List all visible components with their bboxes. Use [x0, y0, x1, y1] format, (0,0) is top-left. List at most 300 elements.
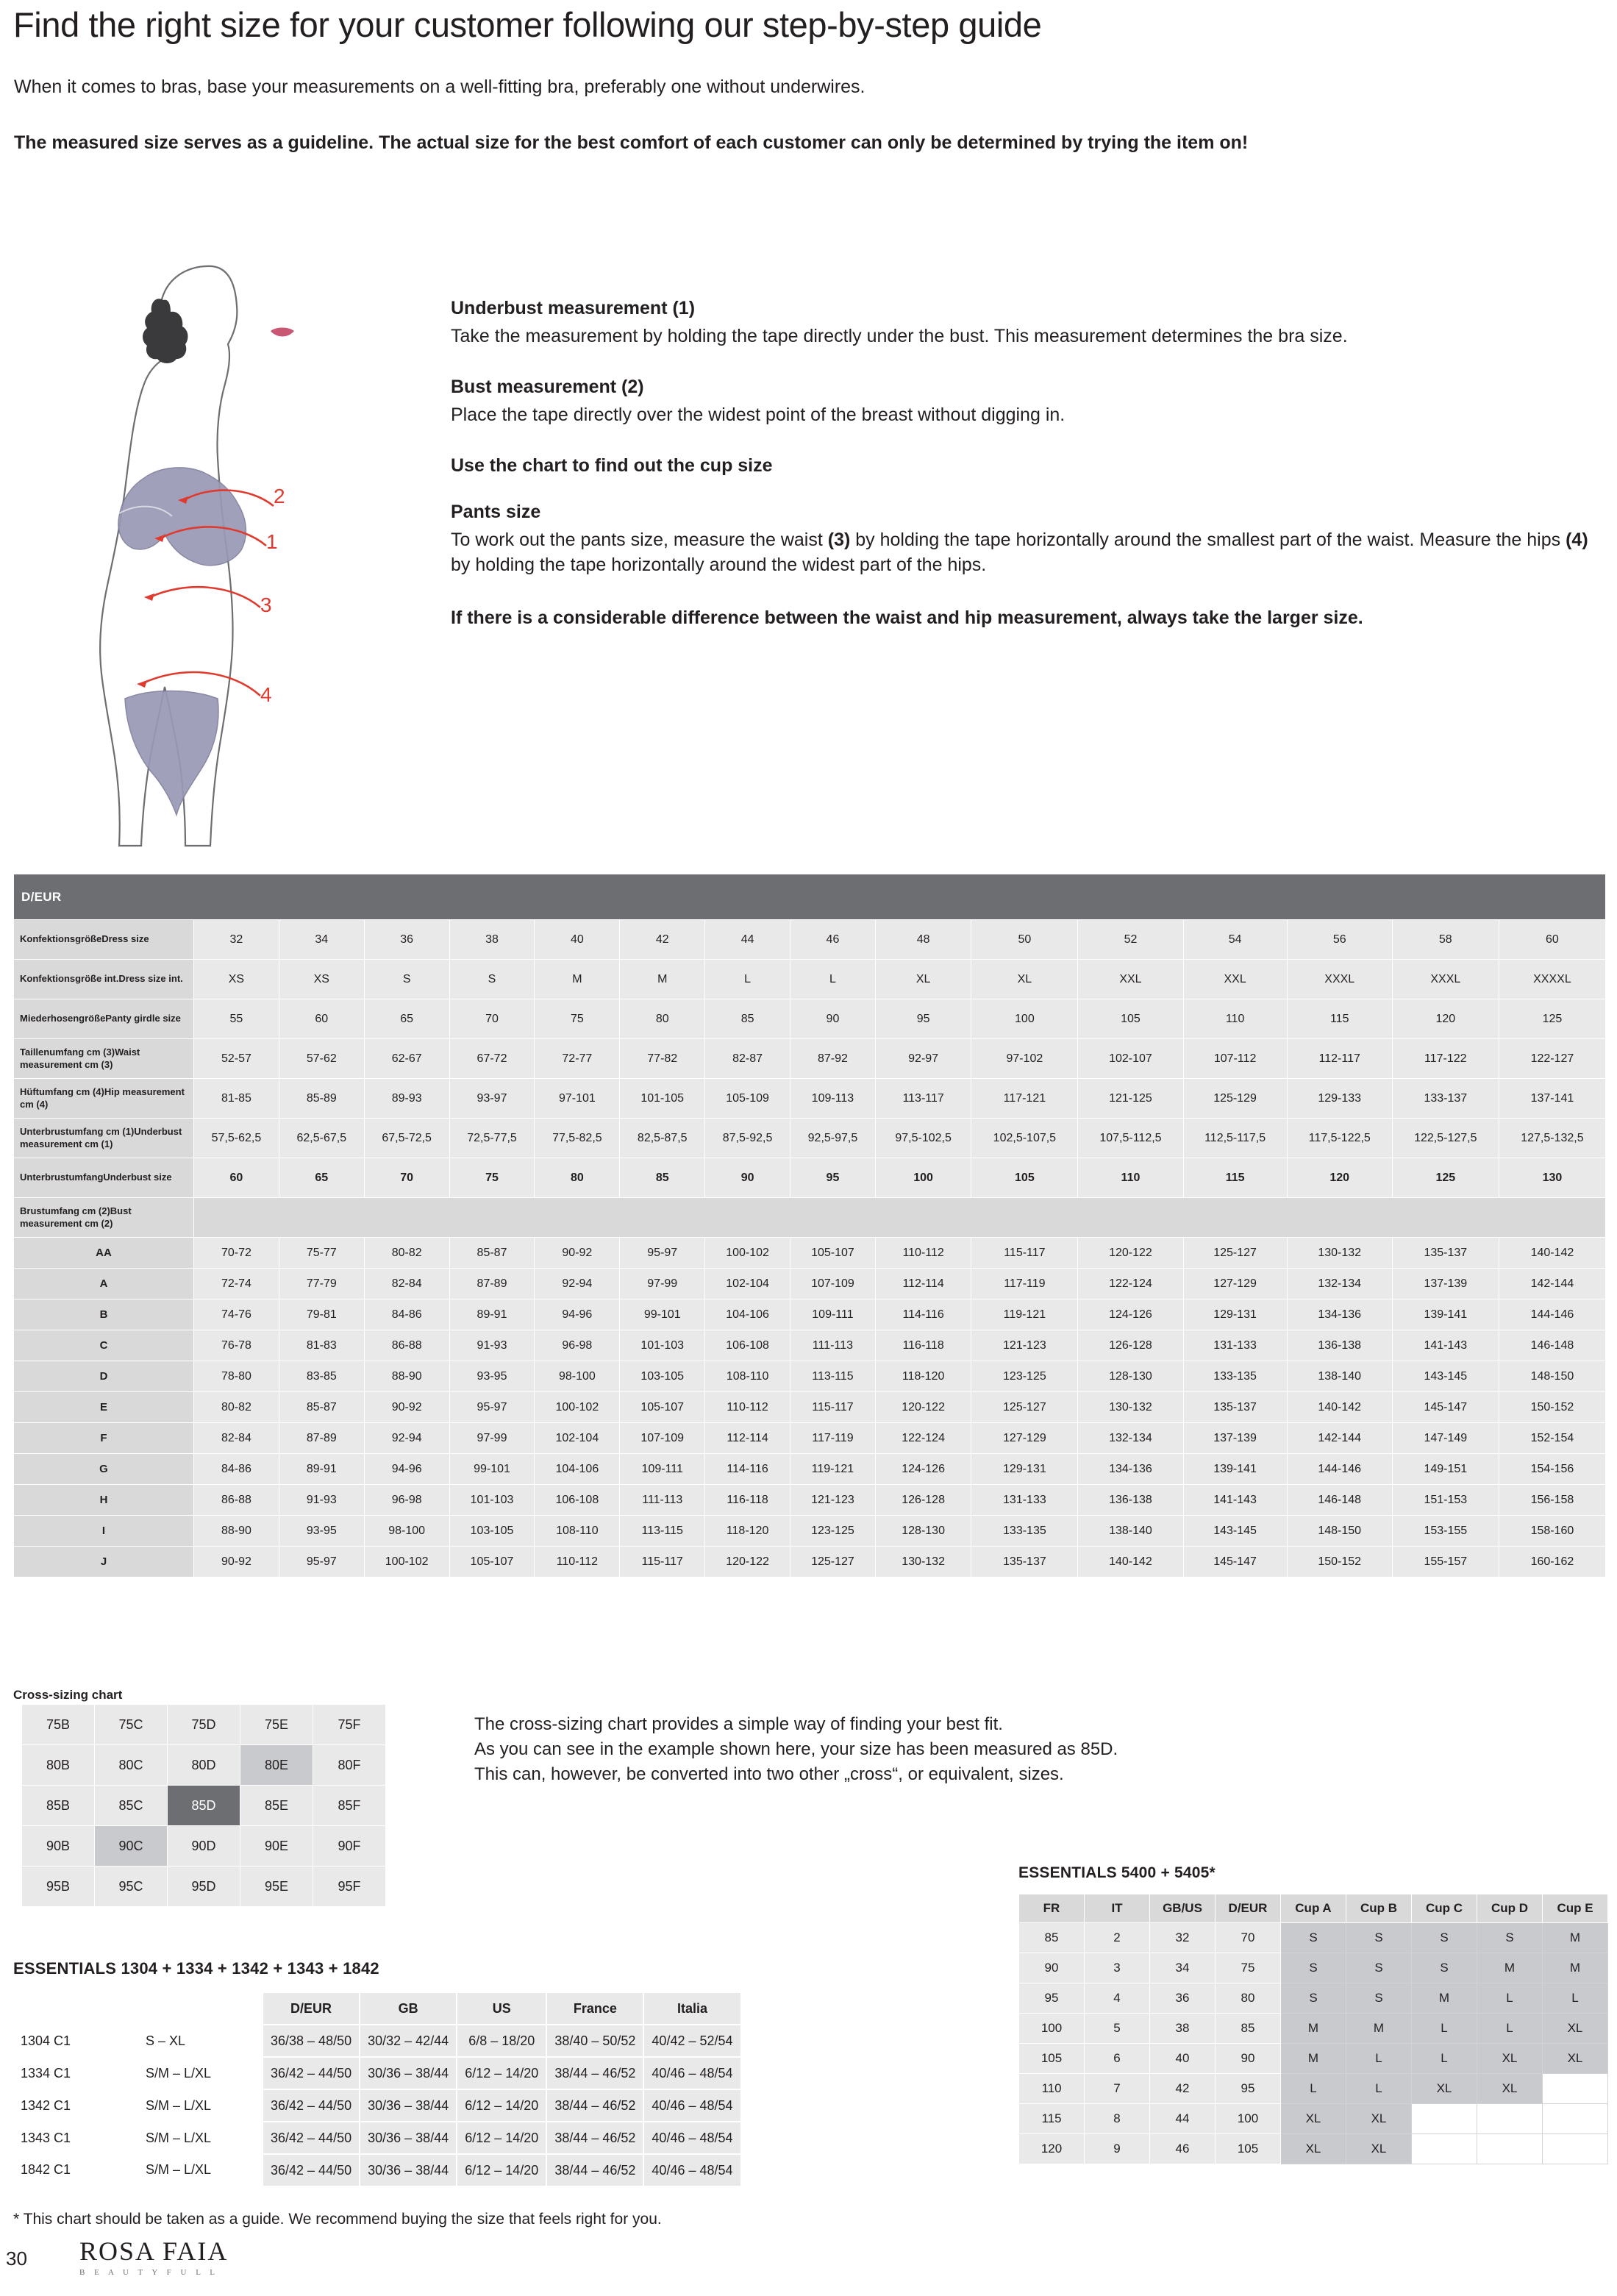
- table-cell: 117-119: [971, 1269, 1078, 1299]
- essentials-cell: 6/12 – 14/20: [457, 2154, 546, 2186]
- essentials-5400-cup-cell: S: [1281, 1953, 1346, 1983]
- table-cell: 91-93: [449, 1330, 535, 1361]
- essentials-5400-size-cell: 4: [1085, 1983, 1150, 2014]
- cup-row: [14, 1392, 1606, 1423]
- table-cell: 147-149: [1392, 1423, 1499, 1454]
- essentials-5400-title: ESSENTIALS 5400 + 5405*: [1018, 1864, 1216, 1881]
- cross-sizing-cell[interactable]: 75B: [22, 1705, 95, 1745]
- essentials-5400-cup-cell: [1477, 2104, 1543, 2134]
- table-cell: 87-89: [279, 1423, 364, 1454]
- cross-sizing-cell[interactable]: 75C: [95, 1705, 168, 1745]
- table-cell: 110: [1183, 999, 1287, 1039]
- cross-sizing-row: [22, 1745, 386, 1786]
- essentials-5400-cup-cell: XL: [1477, 2074, 1543, 2104]
- essentials-5400-cup-cell: L: [1346, 2044, 1412, 2074]
- table-cell: 141-143: [1392, 1330, 1499, 1361]
- table-cell: 120-122: [705, 1547, 790, 1577]
- essentials-5400-cup-cell: [1412, 2104, 1477, 2134]
- table-cell: 140-142: [1499, 1238, 1605, 1269]
- essentials-style: 1342 C1: [21, 2097, 71, 2113]
- table-cell: 122,5-127,5: [1392, 1119, 1499, 1158]
- table-cell: 102-107: [1078, 1039, 1183, 1079]
- table-cell: 146-148: [1287, 1485, 1392, 1516]
- essentials-5400-size-cell: 6: [1085, 2044, 1150, 2074]
- table-cell: 81-83: [279, 1330, 364, 1361]
- table-cell: 100: [971, 999, 1078, 1039]
- essentials-5400-cup-cell: XL: [1543, 2014, 1608, 2044]
- essentials-cell: 30/36 – 38/44: [360, 2154, 457, 2186]
- essentials-row: [13, 2057, 741, 2089]
- pants-text-2: by holding the tape horizontally around the smallest part of the waist. Measure the hips: [850, 530, 1566, 550]
- table-cell: XXXL: [1392, 960, 1499, 999]
- table-cell: 34: [279, 920, 364, 960]
- table-cell: 52-57: [194, 1039, 279, 1079]
- table-cell: 77-79: [279, 1269, 364, 1299]
- table-cell: 118-120: [875, 1361, 971, 1392]
- table-cell: 86-88: [194, 1485, 279, 1516]
- table-cell: 77,5-82,5: [535, 1119, 620, 1158]
- table-cell: 96-98: [364, 1485, 449, 1516]
- table-cell: 149-151: [1392, 1454, 1499, 1485]
- essentials-5400-size-cell: 90: [1019, 1953, 1085, 1983]
- table-cell: 128-130: [875, 1516, 971, 1547]
- table-cell: 156-158: [1499, 1485, 1605, 1516]
- essentials-5400-cup-cell: M: [1281, 2014, 1346, 2044]
- cup-label: B: [14, 1299, 194, 1330]
- cross-sizing-cell[interactable]: 95D: [168, 1867, 240, 1907]
- table-cell: 142-144: [1287, 1423, 1392, 1454]
- table-cell: 90: [705, 1158, 790, 1198]
- cup-label: A: [14, 1269, 194, 1299]
- table-cell: 148-150: [1499, 1361, 1605, 1392]
- table-cell: 48: [875, 920, 971, 960]
- essentials-5400-cup-cell: [1477, 2134, 1543, 2164]
- table-cell: XXL: [1183, 960, 1287, 999]
- essentials-5400-size-cell: 105: [1216, 2134, 1281, 2164]
- table-cell: 116-118: [875, 1330, 971, 1361]
- cup-row: [14, 1547, 1606, 1577]
- table-cell: 140-142: [1287, 1392, 1392, 1423]
- cross-sizing-cell[interactable]: 75D: [168, 1705, 240, 1745]
- essentials-5400-cup-cell: S: [1346, 1983, 1412, 2014]
- table-cell: 130: [1499, 1158, 1605, 1198]
- table-cell: 103-105: [620, 1361, 705, 1392]
- table-cell: 74-76: [194, 1299, 279, 1330]
- table-cell: 76-78: [194, 1330, 279, 1361]
- table-cell: 85-87: [279, 1392, 364, 1423]
- row-label: KonfektionsgrößeDress size: [14, 920, 194, 960]
- table-cell: 88-90: [364, 1361, 449, 1392]
- table-cell: 125: [1499, 999, 1605, 1039]
- table-cell: 141-143: [1183, 1485, 1287, 1516]
- essentials-cell: 36/42 – 44/50: [263, 2089, 360, 2122]
- cross-sizing-cell[interactable]: 95F: [313, 1867, 386, 1907]
- page-bold-note: The measured size serves as a guideline. The actual size for the best comfort of each customer can only be determined by trying the item on!: [14, 132, 1249, 153]
- table-cell: 120: [1392, 999, 1499, 1039]
- table-cell: 111-113: [620, 1485, 705, 1516]
- cup-label: F: [14, 1423, 194, 1454]
- essentials-cell: 38/40 – 50/52: [546, 2025, 643, 2057]
- cross-sizing-cell[interactable]: 85B: [22, 1786, 95, 1826]
- table-cell: 80-82: [364, 1238, 449, 1269]
- table-cell: 101-105: [620, 1079, 705, 1119]
- essentials-5400-column-header: Cup A: [1281, 1894, 1346, 1923]
- cross-sizing-cell[interactable]: 80C: [95, 1745, 168, 1786]
- table-cell: 106-108: [705, 1330, 790, 1361]
- table-cell: 92,5-97,5: [790, 1119, 876, 1158]
- essentials-cell: 30/32 – 42/44: [360, 2025, 457, 2057]
- essentials-5400-cup-cell: M: [1543, 1953, 1608, 1983]
- table-cell: 104-106: [535, 1454, 620, 1485]
- table-cell: 89-91: [449, 1299, 535, 1330]
- brand-logo: [79, 2236, 228, 2277]
- table-cell: 80: [535, 1158, 620, 1198]
- cup-label: G: [14, 1454, 194, 1485]
- chart-title: Use the chart to find out the cup size: [451, 455, 773, 476]
- table-cell: 127-129: [1183, 1269, 1287, 1299]
- cross-sizing-cell[interactable]: 80B: [22, 1745, 95, 1786]
- cross-sizing-cell[interactable]: 75F: [313, 1705, 386, 1745]
- table-cell: 153-155: [1392, 1516, 1499, 1547]
- essentials-5400-column-header: FR: [1019, 1894, 1085, 1923]
- table-cell: 130-132: [1287, 1238, 1392, 1269]
- table-cell: 113-115: [790, 1361, 876, 1392]
- essentials-5400-size-cell: 85: [1216, 2014, 1281, 2044]
- table-cell: 95: [875, 999, 971, 1039]
- essentials-5400-cup-cell: S: [1281, 1983, 1346, 2014]
- table-cell: 117-122: [1392, 1039, 1499, 1079]
- essentials-1304-table: [13, 1993, 742, 2186]
- table-cell: M: [620, 960, 705, 999]
- table-cell: 70-72: [194, 1238, 279, 1269]
- essentials-5400-cup-cell: XL: [1346, 2134, 1412, 2164]
- table-cell: 60: [1499, 920, 1605, 960]
- essentials-row: [13, 2025, 741, 2057]
- table-cell: 160-162: [1499, 1547, 1605, 1577]
- table-cell: 135-137: [1183, 1392, 1287, 1423]
- essentials-5400-row: [1019, 1923, 1608, 1953]
- essentials-5400-size-cell: 7: [1085, 2074, 1150, 2104]
- essentials-size-range: S/M – L/XL: [146, 2162, 212, 2177]
- essentials-5400-cup-cell: S: [1412, 1923, 1477, 1953]
- essentials-cell: 6/12 – 14/20: [457, 2122, 546, 2154]
- cup-label: D: [14, 1361, 194, 1392]
- essentials-5400-size-cell: 5: [1085, 2014, 1150, 2044]
- table-cell: 113-115: [620, 1516, 705, 1547]
- figure-label-1: 1: [266, 530, 278, 553]
- essentials-5400-size-cell: 95: [1216, 2074, 1281, 2104]
- essentials-5400-column-header: Cup C: [1412, 1894, 1477, 1923]
- table-cell: 104-106: [705, 1299, 790, 1330]
- essentials-cell: 40/46 – 48/54: [643, 2154, 740, 2186]
- cross-sizing-cell[interactable]: 95B: [22, 1867, 95, 1907]
- table-cell: 158-160: [1499, 1516, 1605, 1547]
- table-cell: 145-147: [1392, 1392, 1499, 1423]
- table-cell: 101-103: [620, 1330, 705, 1361]
- cross-sizing-row: [22, 1826, 386, 1867]
- table-cell: 87-92: [790, 1039, 876, 1079]
- table-cell: 107-109: [620, 1423, 705, 1454]
- essentials-5400-column-header: D/EUR: [1216, 1894, 1281, 1923]
- essentials-5400-column-header: IT: [1085, 1894, 1150, 1923]
- essentials-5400-row: [1019, 2134, 1608, 2164]
- essentials-column-header: GB: [360, 1993, 457, 2025]
- essentials-5400-cup-cell: M: [1477, 1953, 1543, 1983]
- table-cell: 127-129: [971, 1423, 1078, 1454]
- table-cell: 105: [1078, 999, 1183, 1039]
- table-cell: 46: [790, 920, 876, 960]
- table-cell: 94-96: [535, 1299, 620, 1330]
- table-cell: 121-125: [1078, 1079, 1183, 1119]
- cross-sizing-row: [22, 1786, 386, 1826]
- cross-sizing-text-line-2: As you can see in the example shown here, your size has been measured as 85D.: [474, 1739, 1118, 1760]
- table-cell: 137-141: [1499, 1079, 1605, 1119]
- table-cell: 105-109: [705, 1079, 790, 1119]
- essentials-5400-column-header: Cup B: [1346, 1894, 1412, 1923]
- cross-sizing-cell[interactable]: 80F: [313, 1745, 386, 1786]
- cross-sizing-text: [474, 1712, 1118, 1787]
- table-cell: 120: [1287, 1158, 1392, 1198]
- essentials-5400-column-header: GB/US: [1150, 1894, 1216, 1923]
- table-cell: 110-112: [705, 1392, 790, 1423]
- table-cell: 44: [705, 920, 790, 960]
- table-cell: 124-126: [1078, 1299, 1183, 1330]
- cross-sizing-cell[interactable]: 90B: [22, 1826, 95, 1867]
- final-note: If there is a considerable difference between the waist and hip measurement, always take the larger size.: [451, 607, 1363, 628]
- bust-band-row: [14, 1198, 1606, 1238]
- table-cell: 120-122: [1078, 1238, 1183, 1269]
- cross-sizing-cell[interactable]: 75E: [240, 1705, 313, 1745]
- cup-row: [14, 1423, 1606, 1454]
- cup-label: H: [14, 1485, 194, 1516]
- table-row: [14, 960, 1606, 999]
- table-cell: 103-105: [449, 1516, 535, 1547]
- table-cell: 97-99: [449, 1423, 535, 1454]
- cup-row: [14, 1330, 1606, 1361]
- table-cell: XXXL: [1287, 960, 1392, 999]
- cup-row: [14, 1299, 1606, 1330]
- table-cell: 97,5-102,5: [875, 1119, 971, 1158]
- table-cell: 107-112: [1183, 1039, 1287, 1079]
- table-cell: 82,5-87,5: [620, 1119, 705, 1158]
- table-row: [14, 920, 1606, 960]
- table-cell: 121-123: [790, 1485, 876, 1516]
- table-cell: 93-95: [449, 1361, 535, 1392]
- essentials-footnote: * This chart should be taken as a guide. We recommend buying the size that feels right for you.: [13, 2211, 662, 2228]
- table-cell: 87-89: [449, 1269, 535, 1299]
- essentials-5400-size-cell: 100: [1216, 2104, 1281, 2134]
- figure-label-3: 3: [260, 593, 272, 616]
- pants-title: Pants size: [451, 502, 541, 522]
- essentials-cell: 38/44 – 46/52: [546, 2154, 643, 2186]
- essentials-cell: 36/42 – 44/50: [263, 2122, 360, 2154]
- cross-sizing-cell[interactable]: 95C: [95, 1867, 168, 1907]
- essentials-style: 1334 C1: [21, 2065, 71, 2081]
- table-cell: 146-148: [1499, 1330, 1605, 1361]
- brand-tagline: B E A U T Y F U L L: [79, 2268, 219, 2277]
- table-cell: 124-126: [875, 1454, 971, 1485]
- figure-label-4: 4: [260, 683, 272, 706]
- row-label: UnterbrustumfangUnderbust size: [14, 1158, 194, 1198]
- table-cell: 125-129: [1183, 1079, 1287, 1119]
- cross-sizing-cell[interactable]: 80D: [168, 1745, 240, 1786]
- table-cell: 112,5-117,5: [1183, 1119, 1287, 1158]
- cross-sizing-cell[interactable]: 80E: [240, 1745, 313, 1786]
- cup-row: [14, 1485, 1606, 1516]
- table-cell: 57,5-62,5: [194, 1119, 279, 1158]
- cross-sizing-cell[interactable]: 90F: [313, 1826, 386, 1867]
- table-cell: 106-108: [535, 1485, 620, 1516]
- table-cell: 130-132: [1078, 1392, 1183, 1423]
- table-cell: 126-128: [1078, 1330, 1183, 1361]
- table-cell: 138-140: [1287, 1361, 1392, 1392]
- cross-sizing-cell[interactable]: 95E: [240, 1867, 313, 1907]
- table-cell: 122-124: [1078, 1269, 1183, 1299]
- cup-row: [14, 1516, 1606, 1547]
- table-cell: 110: [1078, 1158, 1183, 1198]
- essentials-cell: 38/44 – 46/52: [546, 2122, 643, 2154]
- table-cell: 125-127: [971, 1392, 1078, 1423]
- table-cell: 115-117: [790, 1392, 876, 1423]
- table-cell: 131-133: [971, 1485, 1078, 1516]
- table-cell: 97-102: [971, 1039, 1078, 1079]
- essentials-5400-row: [1019, 1953, 1608, 1983]
- cross-sizing-cell[interactable]: 85D: [168, 1786, 240, 1826]
- essentials-column-header: Italia: [643, 1993, 740, 2025]
- table-cell: 128-130: [1078, 1361, 1183, 1392]
- table-cell: 139-141: [1392, 1299, 1499, 1330]
- table-cell: 92-94: [364, 1423, 449, 1454]
- table-cell: XXXXL: [1499, 960, 1605, 999]
- table-cell: XL: [875, 960, 971, 999]
- table-cell: 95-97: [620, 1238, 705, 1269]
- underbust-block: [451, 298, 1598, 349]
- table-cell: 92-94: [535, 1269, 620, 1299]
- table-cell: 93-95: [279, 1516, 364, 1547]
- cross-sizing-table: [22, 1705, 386, 1907]
- table-cell: 102-104: [535, 1423, 620, 1454]
- table-cell: L: [705, 960, 790, 999]
- table-cell: 100-102: [364, 1547, 449, 1577]
- chart-block: [451, 455, 1598, 477]
- table-cell: 105-107: [449, 1547, 535, 1577]
- cross-sizing-cell[interactable]: 90E: [240, 1826, 313, 1867]
- table-cell: 112-117: [1287, 1039, 1392, 1079]
- essentials-5400-cup-cell: S: [1477, 1923, 1543, 1953]
- table-cell: 84-86: [364, 1299, 449, 1330]
- table-cell: 135-137: [1392, 1238, 1499, 1269]
- essentials-5400-size-cell: 36: [1150, 1983, 1216, 2014]
- essentials-5400-cup-cell: L: [1477, 1983, 1543, 2014]
- pants-text: [451, 527, 1598, 577]
- table-cell: 110-112: [875, 1238, 971, 1269]
- essentials-5400-size-cell: 2: [1085, 1923, 1150, 1953]
- table-cell: 52: [1078, 920, 1183, 960]
- table-cell: 60: [279, 999, 364, 1039]
- essentials-5400-cup-cell: [1543, 2074, 1608, 2104]
- table-cell: 96-98: [535, 1330, 620, 1361]
- essentials-5400-cup-cell: S: [1346, 1953, 1412, 1983]
- table-cell: 133-135: [971, 1516, 1078, 1547]
- table-cell: 112-114: [875, 1269, 971, 1299]
- table-cell: 85: [620, 1158, 705, 1198]
- table-row: [14, 1119, 1606, 1158]
- table-cell: 107-109: [790, 1269, 876, 1299]
- table-cell: 58: [1392, 920, 1499, 960]
- essentials-cell: 36/38 – 48/50: [263, 2025, 360, 2057]
- essentials-5400-size-cell: 40: [1150, 2044, 1216, 2074]
- table-cell: 90: [790, 999, 876, 1039]
- pants-ref-3: (3): [827, 530, 851, 550]
- table-cell: 155-157: [1392, 1547, 1499, 1577]
- table-cell: 87,5-92,5: [705, 1119, 790, 1158]
- table-cell: 125: [1392, 1158, 1499, 1198]
- cup-row: [14, 1361, 1606, 1392]
- cross-sizing-cell[interactable]: 85F: [313, 1786, 386, 1826]
- table-cell: XL: [971, 960, 1078, 999]
- table-cell: 42: [620, 920, 705, 960]
- essentials-5400-cup-cell: M: [1346, 2014, 1412, 2044]
- table-cell: 108-110: [535, 1516, 620, 1547]
- cross-sizing-cell[interactable]: 90C: [95, 1826, 168, 1867]
- table-cell: 70: [364, 1158, 449, 1198]
- table-cell: 139-141: [1183, 1454, 1287, 1485]
- table-cell: 72-77: [535, 1039, 620, 1079]
- table-cell: 129-133: [1287, 1079, 1392, 1119]
- table-cell: 152-154: [1499, 1423, 1605, 1454]
- table-cell: XS: [194, 960, 279, 999]
- table-cell: 109-111: [790, 1299, 876, 1330]
- table-cell: 70: [449, 999, 535, 1039]
- table-cell: 127,5-132,5: [1499, 1119, 1605, 1158]
- table-cell: 117,5-122,5: [1287, 1119, 1392, 1158]
- table-cell: 137-139: [1183, 1423, 1287, 1454]
- table-cell: 97-99: [620, 1269, 705, 1299]
- essentials-cell: 6/12 – 14/20: [457, 2089, 546, 2122]
- cross-sizing-cell[interactable]: 90D: [168, 1826, 240, 1867]
- table-cell: 135-137: [971, 1547, 1078, 1577]
- table-cell: 144-146: [1499, 1299, 1605, 1330]
- essentials-5400-size-cell: 3: [1085, 1953, 1150, 1983]
- table-cell: 148-150: [1287, 1516, 1392, 1547]
- essentials-style: 1343 C1: [21, 2130, 71, 2145]
- table-cell: 133-137: [1392, 1079, 1499, 1119]
- essentials-5400-size-cell: 105: [1019, 2044, 1085, 2074]
- essentials-5400-cup-cell: M: [1281, 2044, 1346, 2074]
- table-cell: 108-110: [705, 1361, 790, 1392]
- essentials-5400-cup-cell: M: [1543, 1923, 1608, 1953]
- table-cell: 84-86: [194, 1454, 279, 1485]
- instructions-panel: [451, 298, 1598, 630]
- essentials-cell: 38/44 – 46/52: [546, 2057, 643, 2089]
- table-cell: 113-117: [875, 1079, 971, 1119]
- essentials-5400-cup-cell: XL: [1543, 2044, 1608, 2074]
- essentials-5400-column-header: Cup E: [1543, 1894, 1608, 1923]
- row-label: Konfektionsgröße int.Dress size int.: [14, 960, 194, 999]
- table-cell: 93-97: [449, 1079, 535, 1119]
- essentials-5400-size-cell: 110: [1019, 2074, 1085, 2104]
- essentials-cell: 40/46 – 48/54: [643, 2089, 740, 2122]
- table-cell: 116-118: [705, 1485, 790, 1516]
- table-cell: 105-107: [790, 1238, 876, 1269]
- table-cell: 117-119: [790, 1423, 876, 1454]
- table-row: [14, 1079, 1606, 1119]
- cross-sizing-cell[interactable]: 85C: [95, 1786, 168, 1826]
- bust-block: [451, 377, 1598, 427]
- table-cell: 136-138: [1078, 1485, 1183, 1516]
- cross-sizing-cell[interactable]: 85E: [240, 1786, 313, 1826]
- table-cell: 75-77: [279, 1238, 364, 1269]
